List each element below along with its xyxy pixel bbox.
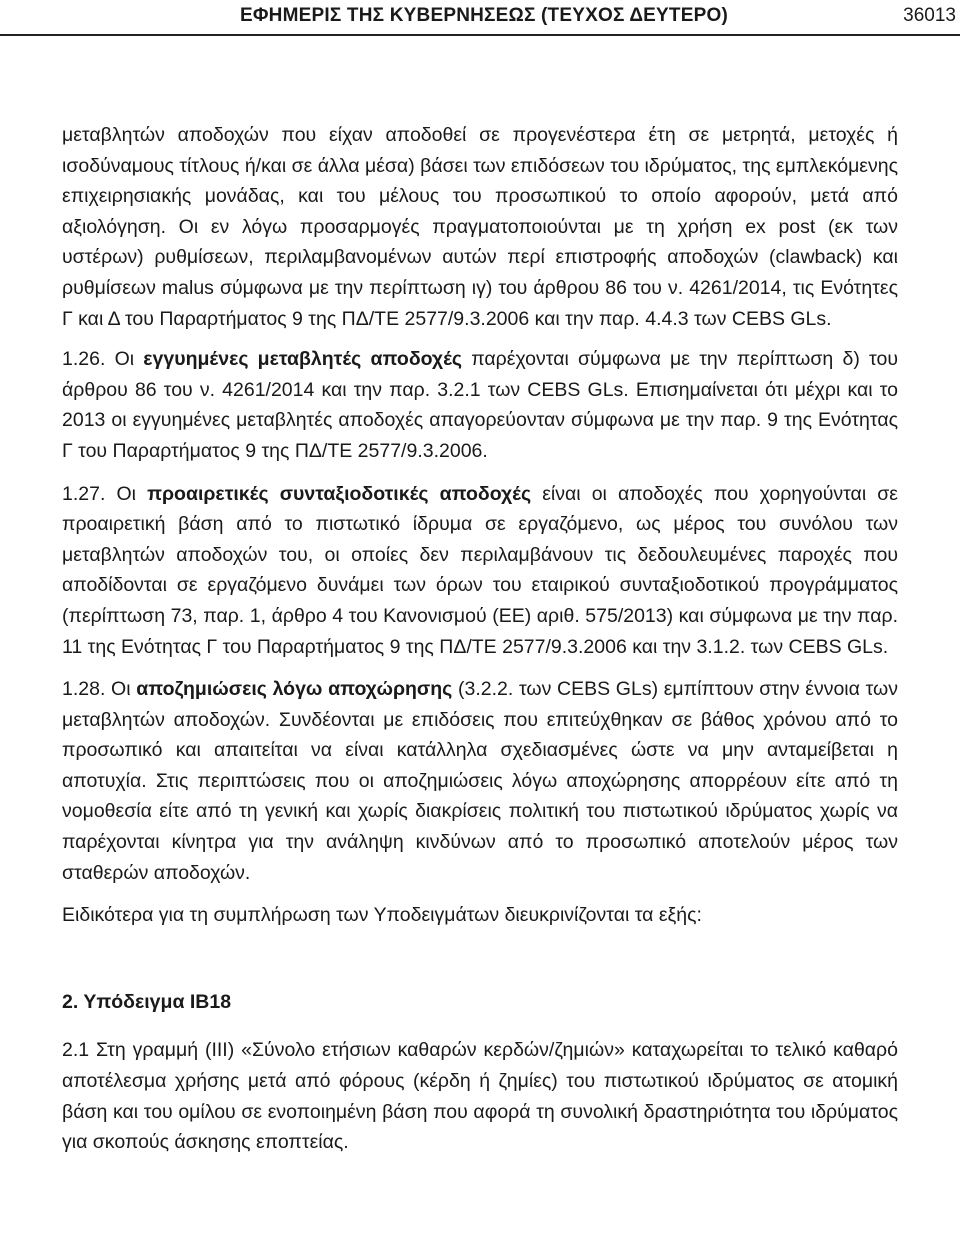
document-body <box>62 120 898 1158</box>
paragraph-text: είναι οι αποδοχές που χορηγούνται σε προαιρετική βάση από το πιστωτικό ίδρυμα σε εργαζόμενο, ως μέρος του συνόλου των μεταβλητών αποδοχών του, οι οποίες δεν περιλαμβάνουν τις δεδουλευμένες παροχές που αποδίδονται σε εργαζόμενο δυνάμει των όρων του εταιρικού συνταξιοδοτικού προγράμματος (περίπτωση 73, παρ. 1, άρθρο 4 του Κανονισμού (ΕΕ) αριθ. 575/2013) και σύμφωνα με την παρ. 11 της Ενότητας Γ του Παραρτήματος 9 της ΠΔ/ΤΕ 2577/9.3.2006 και την 3.1.2. των CEBS GLs. <box>62 482 898 658</box>
page-header <box>0 0 960 36</box>
paragraph-text: παρέχονται σύμφωνα με την περίπτωση δ) του άρθρου 86 του ν. 4261/2014 και την παρ. 3.2.1 των CEBS GLs. Επισημαίνεται ότι μέχρι και το 2013 οι εγγυημένες μεταβλητές αποδοχές απαγορεύονταν σύμφωνα με την παρ. 9 της Ενότητας Γ του Παραρτήματος 9 της ΠΔ/ΤΕ 2577/9.3.2006. <box>62 348 898 462</box>
defined-term: αποζημιώσεις λόγω αποχώρησης <box>136 678 453 701</box>
defined-term: προαιρετικές συνταξιοδοτικές αποδοχές <box>147 482 532 505</box>
section-heading: 2. Υπόδειγμα ΙΒ18 <box>62 990 232 1013</box>
paragraph-number: 1.28. Οι <box>62 678 137 701</box>
header-divider <box>0 34 960 36</box>
paragraph-1-27 <box>62 479 898 663</box>
paragraph-text: (3.2.2. των CEBS GLs) εμπίπτουν στην έννοια των μεταβλητών αποδοχών. Συνδέονται με επιδόσεις που επιτεύχθηκαν σε βάθος χρόνου από το προσωπικό και απαιτείται να είναι κατάλληλα σχεδιασμένες ώστε να μην ανταμείβεται η αποτυχία. Στις περιπτώσεις που οι αποζημιώσεις λόγω αποχώρησης απορρέουν είτε από τη νομοθεσία είτε από τη γενική και χωρίς διακρίσεις πολιτική του πιστωτικού ιδρύματος χωρίς να παρέχονται κίνητρα για την ανάληψη κινδύνων από το προσωπικό αποτελούν μέρος των σταθερών αποδοχών. <box>62 678 898 884</box>
page-number: 36013 <box>903 5 956 26</box>
gazette-title: ΕΦΗΜΕΡΙΣ ΤΗΣ ΚΥΒΕΡΝΗΣΕΩΣ (ΤΕΥΧΟΣ ΔΕΥΤΕΡΟ) <box>240 5 728 26</box>
defined-term: εγγυημένες μεταβλητές αποδοχές <box>143 348 463 371</box>
paragraph-1-28 <box>62 674 898 888</box>
paragraph-number: 1.26. Οι <box>62 348 144 371</box>
paragraph-1-26 <box>62 344 898 466</box>
paragraph-number: 1.27. Οι <box>62 482 148 505</box>
paragraph-continuation: μεταβλητών αποδοχών που είχαν αποδοθεί σε προγενέστερα έτη σε μετρητά, μετοχές ή ισοδύναμους τίτλους ή/και σε άλλα μέσα) βάσει των επιδόσεων του ιδρύματος, της εμπλεκόμενης επιχειρησιακής μονάδας, και του μέλους του προσωπικού το οποίο αφορούν, μετά από αξιολόγηση. Οι εν λόγω προσαρμογές πραγματοποιούνται με τη χρήση ex post (εκ των υστέρων) ρυθμίσεων, περιλαμβανομένων αυτών περί επιστροφής αποδοχών (clawback) και ρυθμίσεων malus σύμφωνα με την περίπτωση ιγ) του άρθρου 86 του ν. 4261/2014, τις Ενότητες Γ και Δ του Παραρτήματος 9 της ΠΔ/ΤΕ 2577/9.3.2006 και την παρ. 4.4.3 των CEBS GLs. <box>62 124 898 330</box>
paragraph-clarifications: Ειδικότερα για τη συμπλήρωση των Υποδειγμάτων διευκρινίζονται τα εξής: <box>62 904 702 927</box>
paragraph-2-1: 2.1 Στη γραμμή (III) «Σύνολο ετήσιων καθαρών κερδών/ζημιών» καταχωρείται το τελικό καθαρό αποτέλεσμα χρήσης μετά από φόρους (κέρδη ή ζημίες) του πιστωτικού ιδρύματος σε ατομική βάση και του ομίλου σε ενοποιημένη βάση που αφορά τη συνολική δραστηριότητα του ιδρύματος για σκοπούς άσκησης εποπτείας. <box>62 1039 898 1154</box>
